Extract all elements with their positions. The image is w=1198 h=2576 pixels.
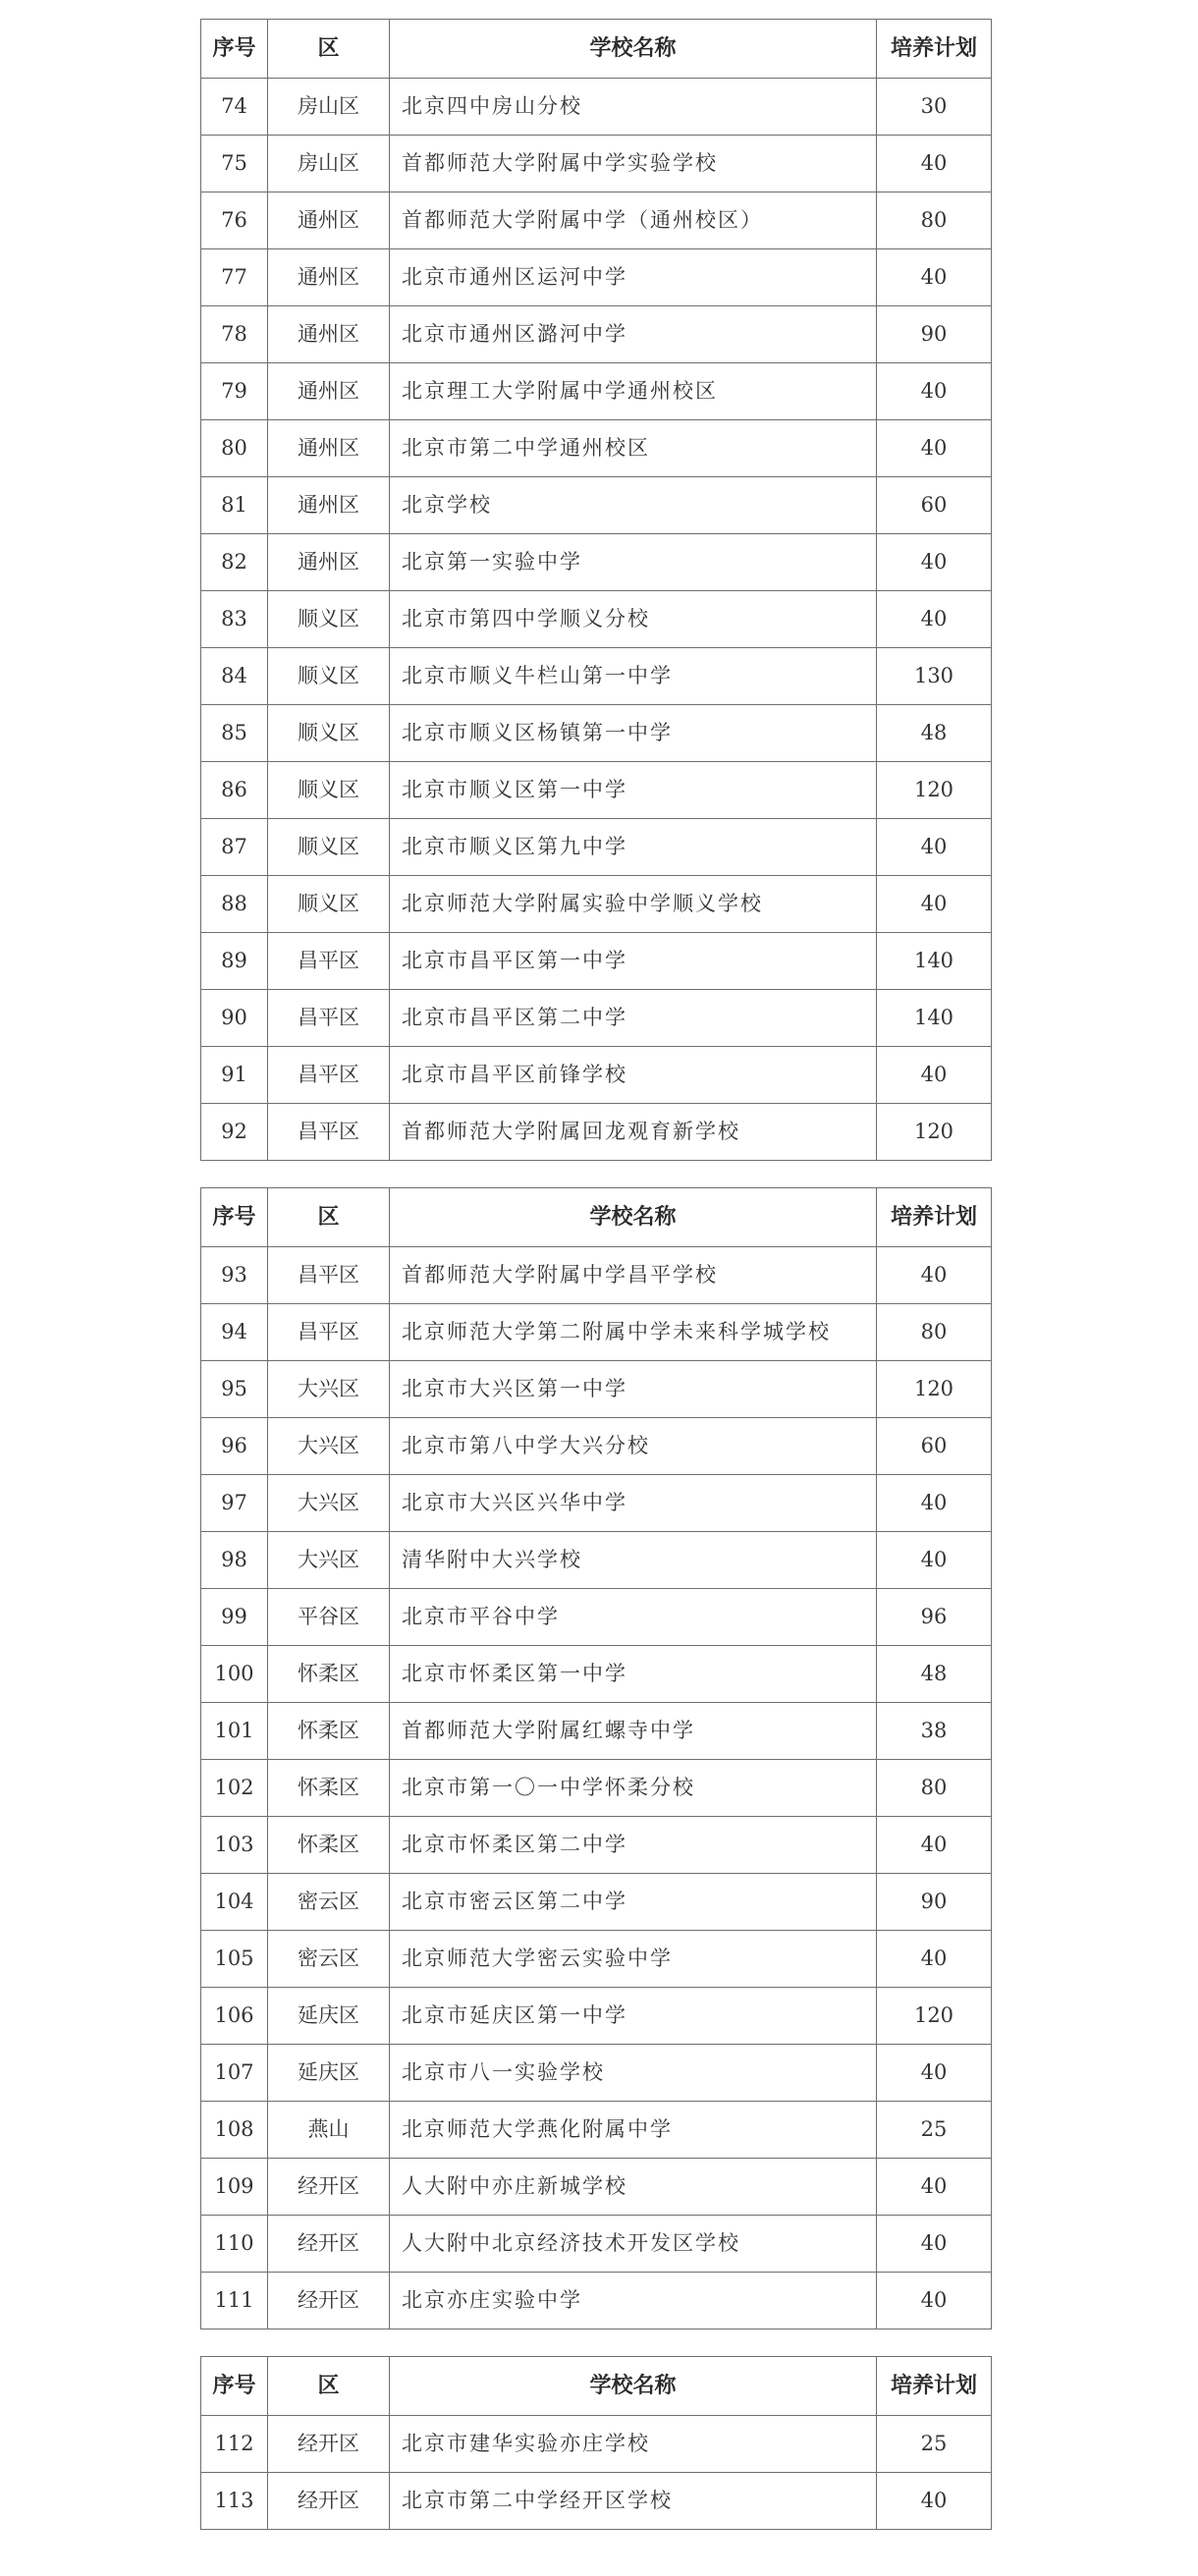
table-row xyxy=(201,1589,992,1646)
cell-plan: 40 xyxy=(877,1931,992,1988)
cell-school-name: 北京市顺义区第九中学 xyxy=(390,819,877,876)
table-row xyxy=(201,1817,992,1874)
cell-district: 怀柔区 xyxy=(268,1817,390,1874)
cell-plan: 40 xyxy=(877,2159,992,2216)
header-no: 序号 xyxy=(201,2357,268,2416)
table-row xyxy=(201,1475,992,1532)
cell-district: 密云区 xyxy=(268,1931,390,1988)
cell-school-name: 北京理工大学附属中学通州校区 xyxy=(390,363,877,420)
cell-district: 通州区 xyxy=(268,534,390,591)
table-row xyxy=(201,1988,992,2045)
cell-school-name: 北京市平谷中学 xyxy=(390,1589,877,1646)
cell-plan: 40 xyxy=(877,2216,992,2273)
header-plan: 培养计划 xyxy=(877,1188,992,1247)
cell-number: 90 xyxy=(201,990,268,1047)
cell-school-name: 北京市顺义牛栏山第一中学 xyxy=(390,648,877,705)
header-school: 学校名称 xyxy=(390,2357,877,2416)
cell-school-name: 北京市密云区第二中学 xyxy=(390,1874,877,1931)
cell-school-name: 北京市怀柔区第一中学 xyxy=(390,1646,877,1703)
cell-district: 燕山 xyxy=(268,2102,390,2159)
cell-school-name: 北京亦庄实验中学 xyxy=(390,2273,877,2329)
cell-plan: 25 xyxy=(877,2416,992,2473)
cell-number: 102 xyxy=(201,1760,268,1817)
cell-school-name: 北京学校 xyxy=(390,477,877,534)
cell-number: 108 xyxy=(201,2102,268,2159)
cell-school-name: 人大附中亦庄新城学校 xyxy=(390,2159,877,2216)
table-row xyxy=(201,648,992,705)
cell-school-name: 北京市第二中学经开区学校 xyxy=(390,2473,877,2530)
cell-plan: 80 xyxy=(877,1760,992,1817)
table-row xyxy=(201,2416,992,2473)
header-district: 区 xyxy=(268,1188,390,1247)
school-table-2 xyxy=(200,1187,992,2329)
school-table-3 xyxy=(200,2356,992,2530)
header-plan: 培养计划 xyxy=(877,20,992,79)
cell-number: 106 xyxy=(201,1988,268,2045)
cell-number: 112 xyxy=(201,2416,268,2473)
cell-plan: 48 xyxy=(877,1646,992,1703)
cell-district: 顺义区 xyxy=(268,648,390,705)
table-row xyxy=(201,1361,992,1418)
cell-district: 经开区 xyxy=(268,2159,390,2216)
cell-district: 昌平区 xyxy=(268,1047,390,1104)
table-row xyxy=(201,990,992,1047)
cell-number: 103 xyxy=(201,1817,268,1874)
cell-plan: 40 xyxy=(877,136,992,192)
table-row xyxy=(201,1931,992,1988)
cell-number: 77 xyxy=(201,249,268,306)
cell-number: 76 xyxy=(201,192,268,249)
cell-plan: 40 xyxy=(877,363,992,420)
table-row xyxy=(201,591,992,648)
cell-number: 92 xyxy=(201,1104,268,1161)
cell-school-name: 北京市顺义区杨镇第一中学 xyxy=(390,705,877,762)
cell-school-name: 北京市大兴区第一中学 xyxy=(390,1361,877,1418)
cell-plan: 140 xyxy=(877,933,992,990)
table-body xyxy=(201,1247,992,2329)
cell-district: 顺义区 xyxy=(268,591,390,648)
table-row xyxy=(201,420,992,477)
cell-plan: 90 xyxy=(877,306,992,363)
table-header-row xyxy=(201,20,992,79)
table-row xyxy=(201,2045,992,2102)
cell-number: 80 xyxy=(201,420,268,477)
cell-plan: 40 xyxy=(877,534,992,591)
cell-school-name: 北京市通州区潞河中学 xyxy=(390,306,877,363)
cell-district: 密云区 xyxy=(268,1874,390,1931)
cell-school-name: 北京师范大学燕化附属中学 xyxy=(390,2102,877,2159)
cell-district: 通州区 xyxy=(268,192,390,249)
cell-school-name: 北京市顺义区第一中学 xyxy=(390,762,877,819)
header-school: 学校名称 xyxy=(390,1188,877,1247)
cell-school-name: 北京市昌平区第二中学 xyxy=(390,990,877,1047)
cell-plan: 40 xyxy=(877,249,992,306)
cell-plan: 40 xyxy=(877,420,992,477)
cell-school-name: 清华附中大兴学校 xyxy=(390,1532,877,1589)
header-plan: 培养计划 xyxy=(877,2357,992,2416)
cell-number: 74 xyxy=(201,79,268,136)
cell-district: 大兴区 xyxy=(268,1418,390,1475)
cell-plan: 120 xyxy=(877,762,992,819)
cell-plan: 40 xyxy=(877,876,992,933)
cell-district: 昌平区 xyxy=(268,1104,390,1161)
cell-plan: 90 xyxy=(877,1874,992,1931)
cell-plan: 40 xyxy=(877,591,992,648)
cell-school-name: 北京市八一实验学校 xyxy=(390,2045,877,2102)
table-row xyxy=(201,2102,992,2159)
table-row xyxy=(201,1304,992,1361)
table-row xyxy=(201,477,992,534)
table-row xyxy=(201,306,992,363)
cell-plan: 38 xyxy=(877,1703,992,1760)
table-row xyxy=(201,1760,992,1817)
cell-district: 经开区 xyxy=(268,2273,390,2329)
cell-district: 顺义区 xyxy=(268,819,390,876)
cell-plan: 120 xyxy=(877,1361,992,1418)
cell-school-name: 北京市怀柔区第二中学 xyxy=(390,1817,877,1874)
table-row xyxy=(201,933,992,990)
table-row xyxy=(201,2216,992,2273)
cell-district: 大兴区 xyxy=(268,1475,390,1532)
cell-district: 延庆区 xyxy=(268,2045,390,2102)
cell-school-name: 北京市建华实验亦庄学校 xyxy=(390,2416,877,2473)
cell-plan: 48 xyxy=(877,705,992,762)
table-body xyxy=(201,2416,992,2530)
table-row xyxy=(201,192,992,249)
cell-school-name: 人大附中北京经济技术开发区学校 xyxy=(390,2216,877,2273)
cell-district: 昌平区 xyxy=(268,933,390,990)
header-district: 区 xyxy=(268,2357,390,2416)
cell-number: 94 xyxy=(201,1304,268,1361)
cell-plan: 40 xyxy=(877,2273,992,2329)
cell-plan: 80 xyxy=(877,192,992,249)
cell-district: 经开区 xyxy=(268,2473,390,2530)
header-school: 学校名称 xyxy=(390,20,877,79)
cell-school-name: 北京市延庆区第一中学 xyxy=(390,1988,877,2045)
cell-district: 昌平区 xyxy=(268,1247,390,1304)
table-row xyxy=(201,705,992,762)
cell-school-name: 北京市昌平区前锋学校 xyxy=(390,1047,877,1104)
cell-district: 通州区 xyxy=(268,477,390,534)
cell-district: 顺义区 xyxy=(268,762,390,819)
cell-school-name: 首都师范大学附属回龙观育新学校 xyxy=(390,1104,877,1161)
cell-school-name: 北京市第一〇一中学怀柔分校 xyxy=(390,1760,877,1817)
cell-plan: 60 xyxy=(877,1418,992,1475)
cell-number: 81 xyxy=(201,477,268,534)
cell-number: 84 xyxy=(201,648,268,705)
cell-number: 110 xyxy=(201,2216,268,2273)
cell-school-name: 北京市第二中学通州校区 xyxy=(390,420,877,477)
header-no: 序号 xyxy=(201,20,268,79)
cell-district: 经开区 xyxy=(268,2416,390,2473)
table-row xyxy=(201,819,992,876)
cell-school-name: 北京第一实验中学 xyxy=(390,534,877,591)
table-body xyxy=(201,79,992,1161)
cell-district: 通州区 xyxy=(268,306,390,363)
table-row xyxy=(201,2159,992,2216)
cell-number: 96 xyxy=(201,1418,268,1475)
table-row xyxy=(201,1104,992,1161)
table-header-row xyxy=(201,1188,992,1247)
table-row xyxy=(201,249,992,306)
cell-number: 79 xyxy=(201,363,268,420)
cell-school-name: 首都师范大学附属中学实验学校 xyxy=(390,136,877,192)
cell-district: 昌平区 xyxy=(268,990,390,1047)
table-row xyxy=(201,1047,992,1104)
cell-number: 78 xyxy=(201,306,268,363)
cell-number: 87 xyxy=(201,819,268,876)
cell-district: 通州区 xyxy=(268,363,390,420)
cell-district: 房山区 xyxy=(268,79,390,136)
cell-plan: 40 xyxy=(877,1817,992,1874)
table-row xyxy=(201,534,992,591)
cell-number: 107 xyxy=(201,2045,268,2102)
table-row xyxy=(201,1418,992,1475)
cell-school-name: 北京市第四中学顺义分校 xyxy=(390,591,877,648)
cell-school-name: 北京师范大学附属实验中学顺义学校 xyxy=(390,876,877,933)
cell-school-name: 北京师范大学密云实验中学 xyxy=(390,1931,877,1988)
cell-plan: 96 xyxy=(877,1589,992,1646)
cell-plan: 140 xyxy=(877,990,992,1047)
table-row xyxy=(201,1532,992,1589)
cell-number: 82 xyxy=(201,534,268,591)
cell-plan: 40 xyxy=(877,2473,992,2530)
cell-plan: 40 xyxy=(877,1247,992,1304)
cell-number: 109 xyxy=(201,2159,268,2216)
cell-number: 104 xyxy=(201,1874,268,1931)
cell-district: 顺义区 xyxy=(268,705,390,762)
table-row xyxy=(201,1646,992,1703)
cell-school-name: 北京市昌平区第一中学 xyxy=(390,933,877,990)
cell-plan: 40 xyxy=(877,1475,992,1532)
cell-number: 111 xyxy=(201,2273,268,2329)
cell-plan: 40 xyxy=(877,1532,992,1589)
cell-school-name: 北京四中房山分校 xyxy=(390,79,877,136)
table-row xyxy=(201,363,992,420)
cell-district: 通州区 xyxy=(268,420,390,477)
cell-number: 85 xyxy=(201,705,268,762)
cell-plan: 120 xyxy=(877,1104,992,1161)
cell-plan: 40 xyxy=(877,819,992,876)
cell-plan: 130 xyxy=(877,648,992,705)
cell-school-name: 首都师范大学附属红螺寺中学 xyxy=(390,1703,877,1760)
cell-number: 98 xyxy=(201,1532,268,1589)
cell-district: 怀柔区 xyxy=(268,1760,390,1817)
cell-district: 大兴区 xyxy=(268,1532,390,1589)
table-row xyxy=(201,762,992,819)
cell-plan: 30 xyxy=(877,79,992,136)
cell-plan: 25 xyxy=(877,2102,992,2159)
table-header-row xyxy=(201,2357,992,2416)
cell-district: 顺义区 xyxy=(268,876,390,933)
cell-district: 平谷区 xyxy=(268,1589,390,1646)
cell-plan: 80 xyxy=(877,1304,992,1361)
cell-district: 经开区 xyxy=(268,2216,390,2273)
cell-number: 99 xyxy=(201,1589,268,1646)
cell-plan: 120 xyxy=(877,1988,992,2045)
cell-plan: 60 xyxy=(877,477,992,534)
cell-number: 88 xyxy=(201,876,268,933)
cell-number: 100 xyxy=(201,1646,268,1703)
cell-number: 93 xyxy=(201,1247,268,1304)
cell-district: 房山区 xyxy=(268,136,390,192)
cell-district: 通州区 xyxy=(268,249,390,306)
cell-district: 怀柔区 xyxy=(268,1646,390,1703)
cell-district: 怀柔区 xyxy=(268,1703,390,1760)
table-row xyxy=(201,2273,992,2329)
cell-number: 75 xyxy=(201,136,268,192)
cell-district: 延庆区 xyxy=(268,1988,390,2045)
cell-school-name: 北京市通州区运河中学 xyxy=(390,249,877,306)
table-row xyxy=(201,1703,992,1760)
cell-number: 105 xyxy=(201,1931,268,1988)
table-row xyxy=(201,1247,992,1304)
cell-school-name: 北京市大兴区兴华中学 xyxy=(390,1475,877,1532)
school-table-1 xyxy=(200,19,992,1161)
cell-district: 昌平区 xyxy=(268,1304,390,1361)
header-district: 区 xyxy=(268,20,390,79)
cell-number: 91 xyxy=(201,1047,268,1104)
cell-number: 86 xyxy=(201,762,268,819)
cell-school-name: 北京市第八中学大兴分校 xyxy=(390,1418,877,1475)
cell-number: 113 xyxy=(201,2473,268,2530)
cell-number: 101 xyxy=(201,1703,268,1760)
cell-number: 97 xyxy=(201,1475,268,1532)
cell-school-name: 首都师范大学附属中学昌平学校 xyxy=(390,1247,877,1304)
cell-plan: 40 xyxy=(877,2045,992,2102)
cell-number: 89 xyxy=(201,933,268,990)
header-no: 序号 xyxy=(201,1188,268,1247)
cell-school-name: 首都师范大学附属中学（通州校区） xyxy=(390,192,877,249)
cell-number: 83 xyxy=(201,591,268,648)
table-row xyxy=(201,136,992,192)
table-row xyxy=(201,79,992,136)
table-row xyxy=(201,1874,992,1931)
cell-plan: 40 xyxy=(877,1047,992,1104)
cell-district: 大兴区 xyxy=(268,1361,390,1418)
cell-school-name: 北京师范大学第二附属中学未来科学城学校 xyxy=(390,1304,877,1361)
table-row xyxy=(201,876,992,933)
cell-number: 95 xyxy=(201,1361,268,1418)
table-row xyxy=(201,2473,992,2530)
